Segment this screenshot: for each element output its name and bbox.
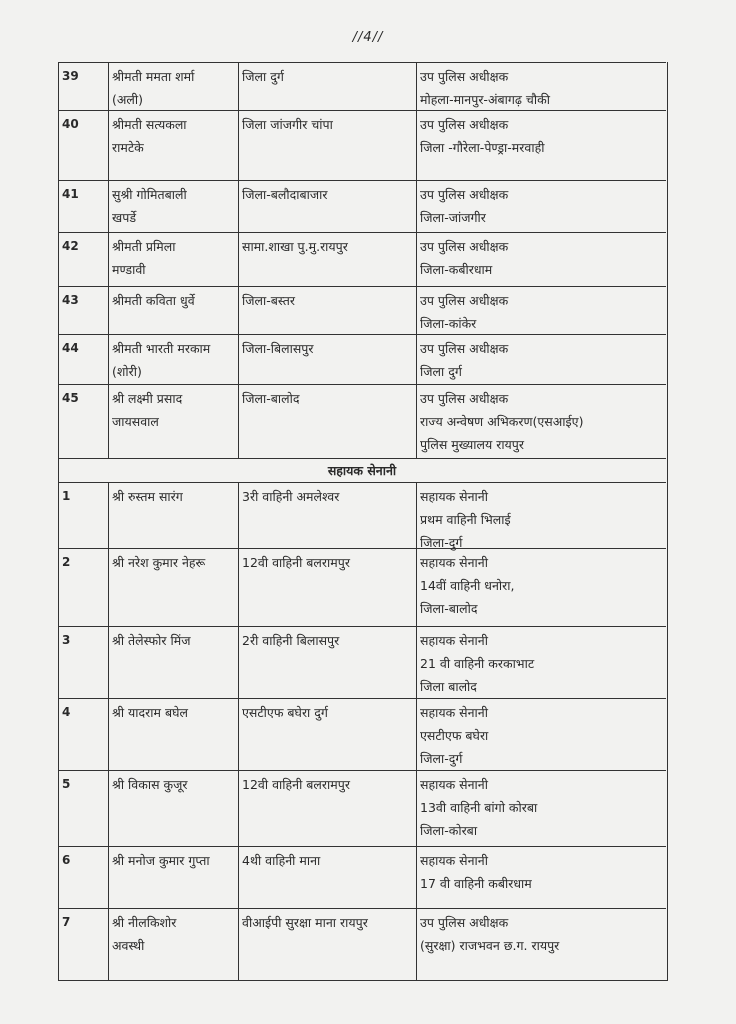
current-posting-line: जिला दुर्ग: [242, 69, 284, 84]
new-posting: [420, 183, 508, 229]
officer-name-line: श्री रुस्तम सारंग: [112, 489, 183, 504]
new-posting-line: उप पुलिस अधीक्षक: [420, 187, 509, 202]
column-divider: [108, 181, 109, 232]
column-divider: [416, 181, 417, 232]
officer-name-line: खपर्डे: [112, 210, 137, 225]
column-divider: [238, 111, 239, 180]
new-posting-line: जिला बालोद: [420, 679, 477, 694]
new-posting: [420, 773, 537, 842]
column-divider: [238, 287, 239, 334]
officer-name-line: श्री तेलेस्फोर मिंज: [112, 633, 191, 648]
new-posting-line: उप पुलिस अधीक्षक: [420, 239, 509, 254]
officer-name: [112, 551, 205, 574]
current-posting: [242, 387, 299, 410]
current-posting: [242, 289, 295, 312]
officer-name-line: श्रीमती सत्यकला: [112, 117, 187, 132]
column-divider: [238, 847, 239, 908]
new-posting: [420, 551, 514, 620]
table-row: [58, 110, 666, 180]
table-row: [58, 698, 666, 770]
column-divider: [238, 181, 239, 232]
current-posting-line: जिला-बस्तर: [242, 293, 295, 308]
serial-number-line: 6: [62, 853, 71, 867]
column-divider: [108, 335, 109, 384]
new-posting-line: (सुरक्षा) राजभवन छ.ग. रायपुर: [420, 938, 560, 953]
column-divider: [416, 111, 417, 180]
new-posting-line: सहायक सेनानी: [420, 777, 488, 792]
column-divider: [238, 63, 239, 110]
new-posting-line: पुलिस मुख्यालय रायपुर: [420, 437, 525, 452]
new-posting-line: जिला-दुर्ग: [420, 751, 463, 766]
new-posting-line: एसटीएफ बघेरा: [420, 728, 489, 743]
table-row: [58, 232, 666, 286]
officer-name-line: श्री लक्ष्मी प्रसाद: [112, 391, 183, 406]
column-divider: [238, 385, 239, 458]
new-posting-line: जिला -गौरेला-पेण्ड्रा-मरवाही: [420, 140, 545, 155]
new-posting-line: प्रथम वाहिनी भिलाई: [420, 512, 511, 527]
officer-name: [112, 849, 210, 872]
new-posting-line: उप पुलिस अधीक्षक: [420, 69, 509, 84]
officer-name: [112, 337, 210, 383]
serial-number-line: 40: [62, 117, 79, 131]
serial-number-line: 1: [62, 489, 71, 503]
serial-number-line: 4: [62, 705, 71, 719]
current-posting: [242, 773, 350, 796]
table-row: [58, 180, 666, 232]
current-posting: [242, 701, 328, 724]
column-divider: [416, 385, 417, 458]
serial-number-line: 7: [62, 915, 71, 929]
table-row: [58, 62, 666, 110]
new-posting-line: उप पुलिस अधीक्षक: [420, 391, 509, 406]
officer-name: [112, 701, 188, 724]
column-divider: [108, 627, 109, 698]
new-posting-line: 14वीं वाहिनी धनोरा,: [420, 578, 515, 593]
serial-number: [62, 911, 70, 934]
new-posting-line: 13वी वाहिनी बांगो कोरबा: [420, 800, 538, 815]
current-posting: [242, 911, 368, 934]
serial-number: [62, 485, 70, 508]
column-divider: [416, 287, 417, 334]
officer-name-line: श्री विकास कुजूर: [112, 777, 188, 792]
column-divider: [416, 63, 417, 110]
column-divider: [416, 549, 417, 626]
serial-number-line: 43: [62, 293, 79, 307]
table-row: [58, 286, 666, 334]
officer-name-line: श्रीमती भारती मरकाम: [112, 341, 211, 356]
column-divider: [238, 549, 239, 626]
table-row: [58, 482, 666, 548]
new-posting-line: राज्य अन्वेषण अभिकरण(एसआईए): [420, 414, 584, 429]
current-posting-line: जिला-बलौदाबाजार: [242, 187, 328, 202]
new-posting-line: 21 वी वाहिनी करकाभाट: [420, 656, 535, 671]
officer-name: [112, 629, 190, 652]
column-divider: [238, 233, 239, 286]
serial-number-line: 3: [62, 633, 71, 647]
new-posting: [420, 701, 488, 770]
serial-number: [62, 387, 79, 410]
serial-number: [62, 701, 70, 724]
column-divider: [108, 549, 109, 626]
new-posting-line: जिला-बालोद: [420, 601, 478, 616]
current-posting: [242, 65, 284, 88]
table-row: [58, 626, 666, 698]
current-posting-line: 12वी वाहिनी बलरामपुर: [242, 777, 350, 792]
serial-number: [62, 849, 70, 872]
column-divider: [416, 771, 417, 846]
new-posting: [420, 113, 544, 159]
column-divider: [416, 909, 417, 980]
new-posting-line: सहायक सेनानी: [420, 633, 488, 648]
new-posting: [420, 65, 550, 111]
serial-number: [62, 65, 79, 88]
new-posting: [420, 289, 508, 335]
new-posting-line: सहायक सेनानी: [420, 853, 488, 868]
current-posting: [242, 629, 339, 652]
officer-name-line: सुश्री गोमितबाली: [112, 187, 187, 202]
column-divider: [238, 627, 239, 698]
serial-number: [62, 629, 70, 652]
column-divider: [416, 699, 417, 770]
officer-name-line: मण्डावी: [112, 262, 146, 277]
serial-number-line: 42: [62, 239, 79, 253]
new-posting-line: जिला-जांजगीर: [420, 210, 486, 225]
officer-name: [112, 235, 175, 281]
new-posting-line: उप पुलिस अधीक्षक: [420, 117, 509, 132]
new-posting: [420, 629, 534, 698]
table-row: [58, 770, 666, 846]
new-posting-line: जिला-कबीरधाम: [420, 262, 493, 277]
new-posting-line: जिला-कोरबा: [420, 823, 478, 838]
current-posting: [242, 849, 320, 872]
new-posting-line: मोहला-मानपुर-अंबागढ़ चौकी: [420, 92, 550, 107]
column-divider: [108, 111, 109, 180]
table-row: [58, 548, 666, 626]
serial-number: [62, 773, 70, 796]
officer-name-line: (अली): [112, 92, 144, 107]
officer-name-line: रामटेके: [112, 140, 144, 155]
column-divider: [238, 909, 239, 980]
serial-number: [62, 235, 79, 258]
column-divider: [108, 287, 109, 334]
new-posting: [420, 485, 511, 554]
officer-name-line: श्री यादराम बघेल: [112, 705, 188, 720]
new-posting: [420, 849, 532, 895]
serial-number-line: 44: [62, 341, 79, 355]
officer-name: [112, 387, 182, 433]
column-divider: [416, 627, 417, 698]
new-posting-line: उप पुलिस अधीक्षक: [420, 915, 509, 930]
column-divider: [416, 483, 417, 548]
current-posting: [242, 551, 350, 574]
officer-name-line: जायसवाल: [112, 414, 159, 429]
officer-name-line: श्री नीलकिशोर: [112, 915, 177, 930]
officer-name-line: श्री मनोज कुमार गुप्ता: [112, 853, 210, 868]
column-divider: [238, 483, 239, 548]
serial-number: [62, 183, 79, 206]
officer-name: [112, 65, 194, 111]
column-divider: [416, 335, 417, 384]
officer-name: [112, 911, 176, 957]
officer-name-line: श्रीमती कविता धुर्वे: [112, 293, 195, 308]
officer-name-line: श्रीमती प्रमिला: [112, 239, 176, 254]
officer-name-line: अवस्थी: [112, 938, 145, 953]
table-row: [58, 384, 666, 458]
column-divider: [108, 385, 109, 458]
current-posting-line: एसटीएफ बघेरा दुर्ग: [242, 705, 328, 720]
current-posting: [242, 183, 327, 206]
officer-name: [112, 485, 183, 508]
new-posting-line: जिला-दुर्ग: [420, 535, 463, 550]
column-divider: [108, 233, 109, 286]
officer-name-line: श्रीमती ममता शर्मा: [112, 69, 195, 84]
officer-name-line: (शोरी): [112, 364, 142, 379]
current-posting-line: जिला-बिलासपुर: [242, 341, 314, 356]
serial-number-line: 2: [62, 555, 71, 569]
current-posting: [242, 113, 333, 136]
table-row: [58, 846, 666, 908]
column-divider: [108, 699, 109, 770]
current-posting-line: 12वी वाहिनी बलरामपुर: [242, 555, 350, 570]
current-posting-line: 3री वाहिनी अमलेश्वर: [242, 489, 340, 504]
new-posting-line: जिला दुर्ग: [420, 364, 462, 379]
officer-name-line: श्री नरेश कुमार नेहरू: [112, 555, 206, 570]
serial-number: [62, 113, 79, 136]
serial-number: [62, 551, 70, 574]
new-posting-line: सहायक सेनानी: [420, 555, 488, 570]
current-posting-line: 4थी वाहिनी माना: [242, 853, 321, 868]
new-posting: [420, 911, 559, 957]
serial-number-line: 5: [62, 777, 71, 791]
current-posting: [242, 485, 339, 508]
new-posting: [420, 235, 508, 281]
column-divider: [108, 483, 109, 548]
current-posting: [242, 337, 314, 360]
new-posting-line: सहायक सेनानी: [420, 705, 488, 720]
column-divider: [108, 909, 109, 980]
page-number-mark: //4//: [352, 30, 384, 45]
serial-number-line: 45: [62, 391, 79, 405]
current-posting-line: 2री वाहिनी बिलासपुर: [242, 633, 340, 648]
new-posting: [420, 337, 508, 383]
section-heading: सहायक सेनानी: [58, 458, 666, 482]
column-divider: [108, 847, 109, 908]
column-divider: [108, 771, 109, 846]
column-divider: [238, 771, 239, 846]
officer-name: [112, 113, 187, 159]
new-posting-line: उप पुलिस अधीक्षक: [420, 341, 509, 356]
current-posting: [242, 235, 348, 258]
serial-number: [62, 337, 79, 360]
column-divider: [238, 335, 239, 384]
serial-number: [62, 289, 79, 312]
current-posting-line: सामा.शाखा पु.मु.रायपुर: [242, 239, 348, 254]
table-row: [58, 908, 666, 980]
officer-name: [112, 183, 187, 229]
column-divider: [416, 233, 417, 286]
new-posting-line: सहायक सेनानी: [420, 489, 488, 504]
current-posting-line: जिला जांजगीर चांपा: [242, 117, 333, 132]
officer-name: [112, 773, 188, 796]
new-posting: [420, 387, 583, 456]
table-row: [58, 334, 666, 384]
column-divider: [416, 847, 417, 908]
new-posting-line: उप पुलिस अधीक्षक: [420, 293, 509, 308]
current-posting-line: जिला-बालोद: [242, 391, 300, 406]
new-posting-line: जिला-कांकेर: [420, 316, 477, 331]
current-posting-line: वीआईपी सुरक्षा माना रायपुर: [242, 915, 368, 930]
column-divider: [108, 63, 109, 110]
serial-number-line: 39: [62, 69, 79, 83]
new-posting-line: 17 वी वाहिनी कबीरधाम: [420, 876, 532, 891]
serial-number-line: 41: [62, 187, 79, 201]
column-divider: [238, 699, 239, 770]
officer-name: [112, 289, 195, 312]
